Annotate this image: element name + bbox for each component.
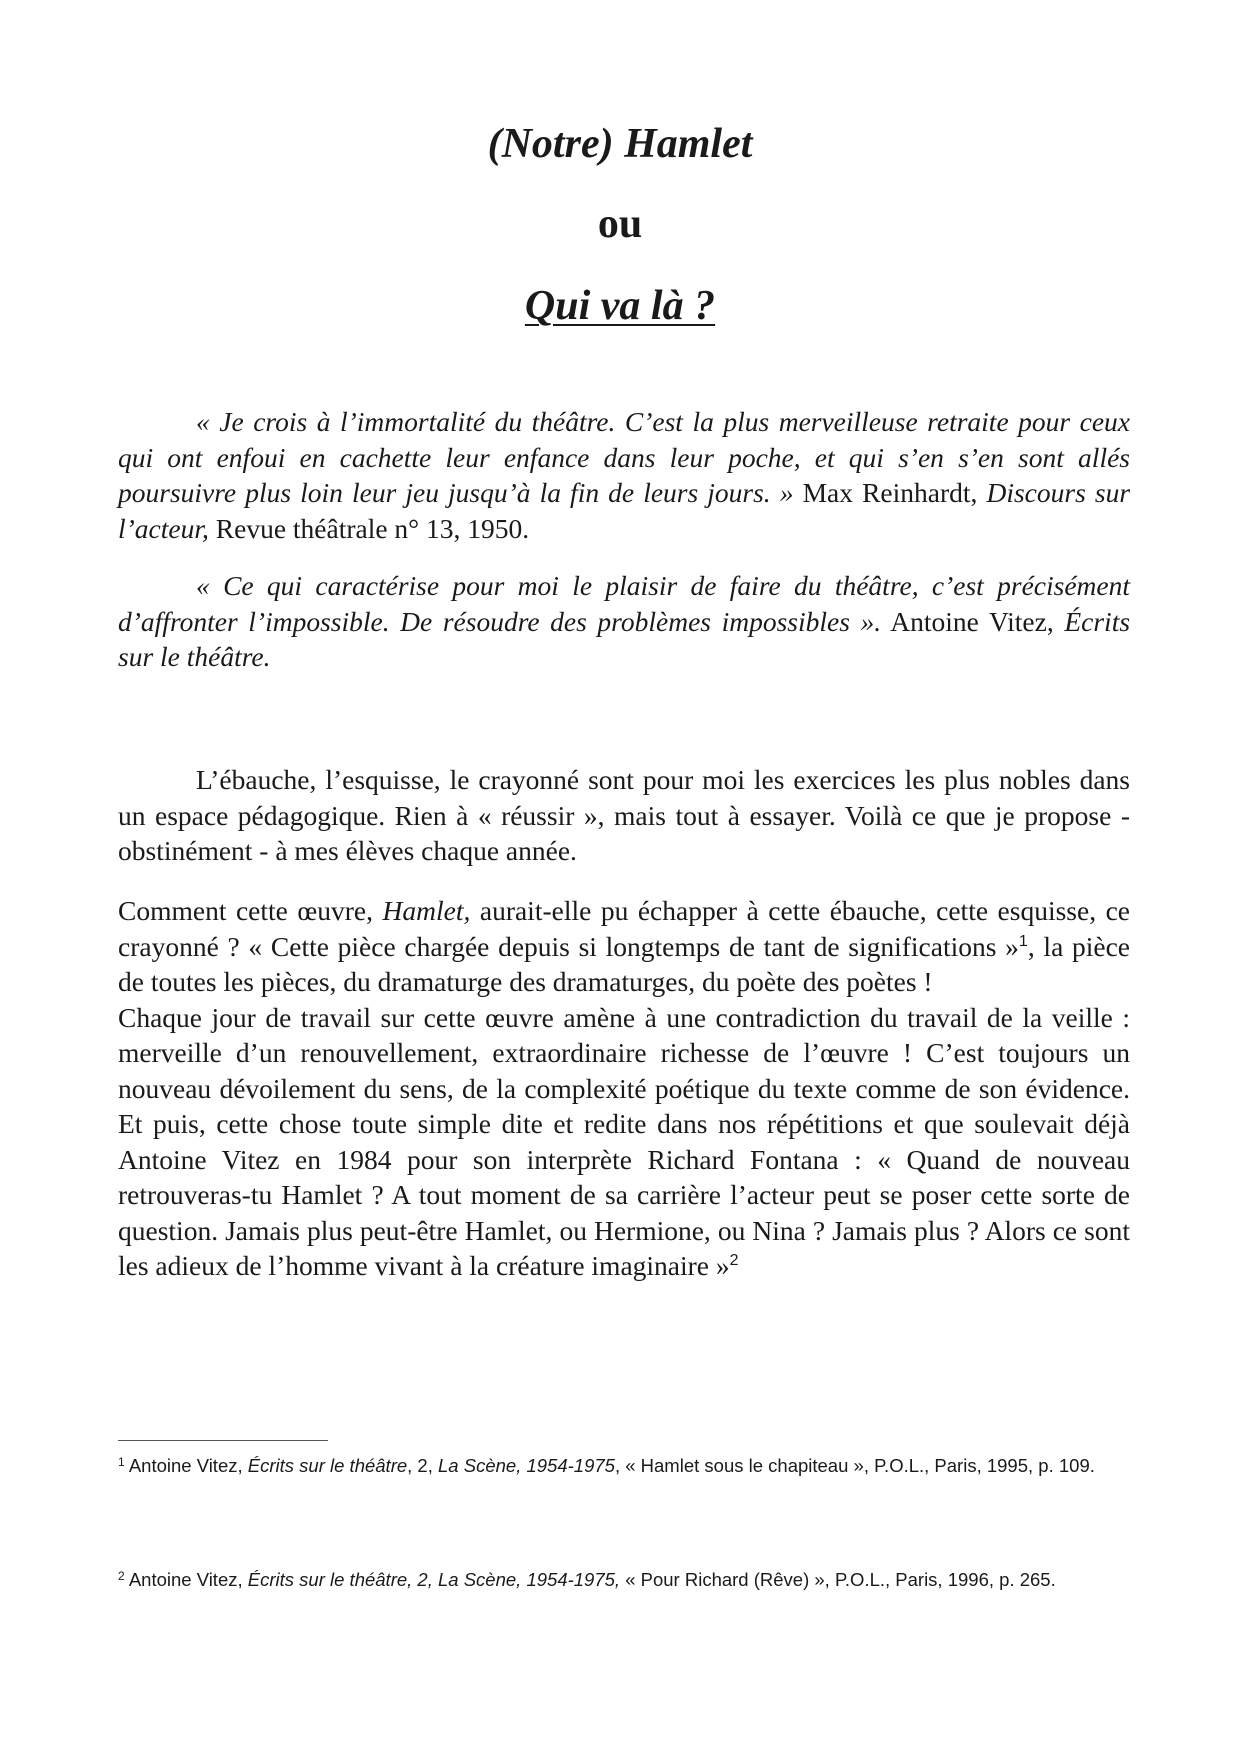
footnote-separator — [118, 1440, 328, 1441]
title-line-3: Qui va là ? — [524, 283, 716, 329]
footnote-ref-1[interactable]: 1 — [1018, 932, 1028, 950]
epigraph-vitez-text: « Ce qui caractérise pour moi le plaisir de faire du théâtre, c’est précisément d’affronter l’impossible. De résoudre des problèmes impossibles ». — [118, 570, 1130, 637]
footnote-1-number: 1 — [118, 1455, 125, 1469]
epigraph-reinhardt-work: Discours sur l’acteur, — [118, 477, 1131, 544]
footnote-2-work: Écrits sur le théâtre, 2, La Scène, 1954-1975, — [247, 1569, 621, 1590]
footnote-1-rest: , « Hamlet sous le chapiteau », P.O.L., Paris, 1995, p. 109. — [614, 1455, 1095, 1476]
epigraph-reinhardt-author: Max Reinhardt, — [802, 477, 978, 508]
epigraph-vitez-author: Antoine Vitez, — [890, 605, 1054, 637]
footnote-1 — [118, 1452, 1130, 1479]
footnote-2-number: 2 — [118, 1569, 125, 1583]
footnote-ref-2[interactable]: 2 — [729, 1252, 739, 1269]
footnote-1-author: Antoine Vitez, — [128, 1455, 243, 1476]
title-line-2: ou — [597, 201, 643, 247]
footnote-2 — [118, 1566, 1130, 1593]
paragraph-hamlet-work: Hamlet, — [382, 895, 471, 926]
footnote-1-work: Écrits sur le théâtre — [247, 1455, 408, 1476]
epigraph-vitez-work: Écrits sur le théâtre. — [118, 605, 1131, 672]
paragraph-hamlet-part1: Comment cette œuvre, — [118, 895, 373, 926]
paragraph-hamlet-part4: Chaque jour de travail sur cette œuvre amène à une contradiction du travail de la veille : merveille d’un renouvellement, extraordinaire richesse de l’œuvre ! C’est toujours un nouveau dévoilement du sens, de la complexité poétique du texte comme de son évidence. Et puis, cette chose toute simple dite et redite dans nos répétitions et que soulevait déjà Antoine Vitez en 1984 pour son interprète Richard Fontana : « Quand de nouveau retrouveras-tu Hamlet ? A tout moment de sa carrière l’acteur peut se poser cette sorte de question. Jamais plus peut-être Hamlet, ou Hermione, ou Nina ? Jamais plus ? Alors ce sont les adieux de l’homme vivant à la créature imaginaire » — [118, 1001, 1130, 1281]
epigraph-vitez — [118, 568, 1130, 675]
paragraph-ebauche: L’ébauche, l’esquisse, le crayonné sont pour moi les exercices les plus nobles dans un espace pédagogique. Rien à « réussir », mais tout à essayer. Voilà ce que je propose - obstinément - à mes élèves chaque année. — [118, 764, 1130, 866]
epigraph-reinhardt — [118, 404, 1130, 546]
paragraph-hamlet — [118, 893, 1130, 1284]
footnote-1-vol: , 2, — [407, 1455, 433, 1476]
footnote-2-author: Antoine Vitez, — [128, 1569, 243, 1590]
paragraph-hamlet-part3: , la pièce de toutes les pièces, du dramaturge des dramaturges, du poète des poètes ! — [118, 930, 1130, 997]
epigraph-reinhardt-text: « Je crois à l’immortalité du théâtre. C’est la plus merveilleuse retraite pour ceux qui ont enfoui en cachette leur enfance dans leur poche, et qui s’en s’en sont allés poursuivre plus loin leur jeu jusqu’à la fin de leurs jours. » — [118, 406, 1130, 508]
paragraph-hamlet-part2: aurait-elle pu échapper à cette ébauche, cette esquisse, ce crayonné ? « Cette pièce chargée depuis si longtemps de tant de significations » — [118, 895, 1131, 962]
title-line-1: (Notre) Hamlet — [487, 121, 753, 167]
footnote-1-subtitle: La Scène, 1954-1975 — [438, 1455, 615, 1476]
epigraph-reinhardt-source: Revue théâtrale n° 13, 1950. — [215, 512, 530, 544]
footnote-2-rest: « Pour Richard (Rêve) », P.O.L., Paris, 1996, p. 265. — [625, 1569, 1056, 1590]
